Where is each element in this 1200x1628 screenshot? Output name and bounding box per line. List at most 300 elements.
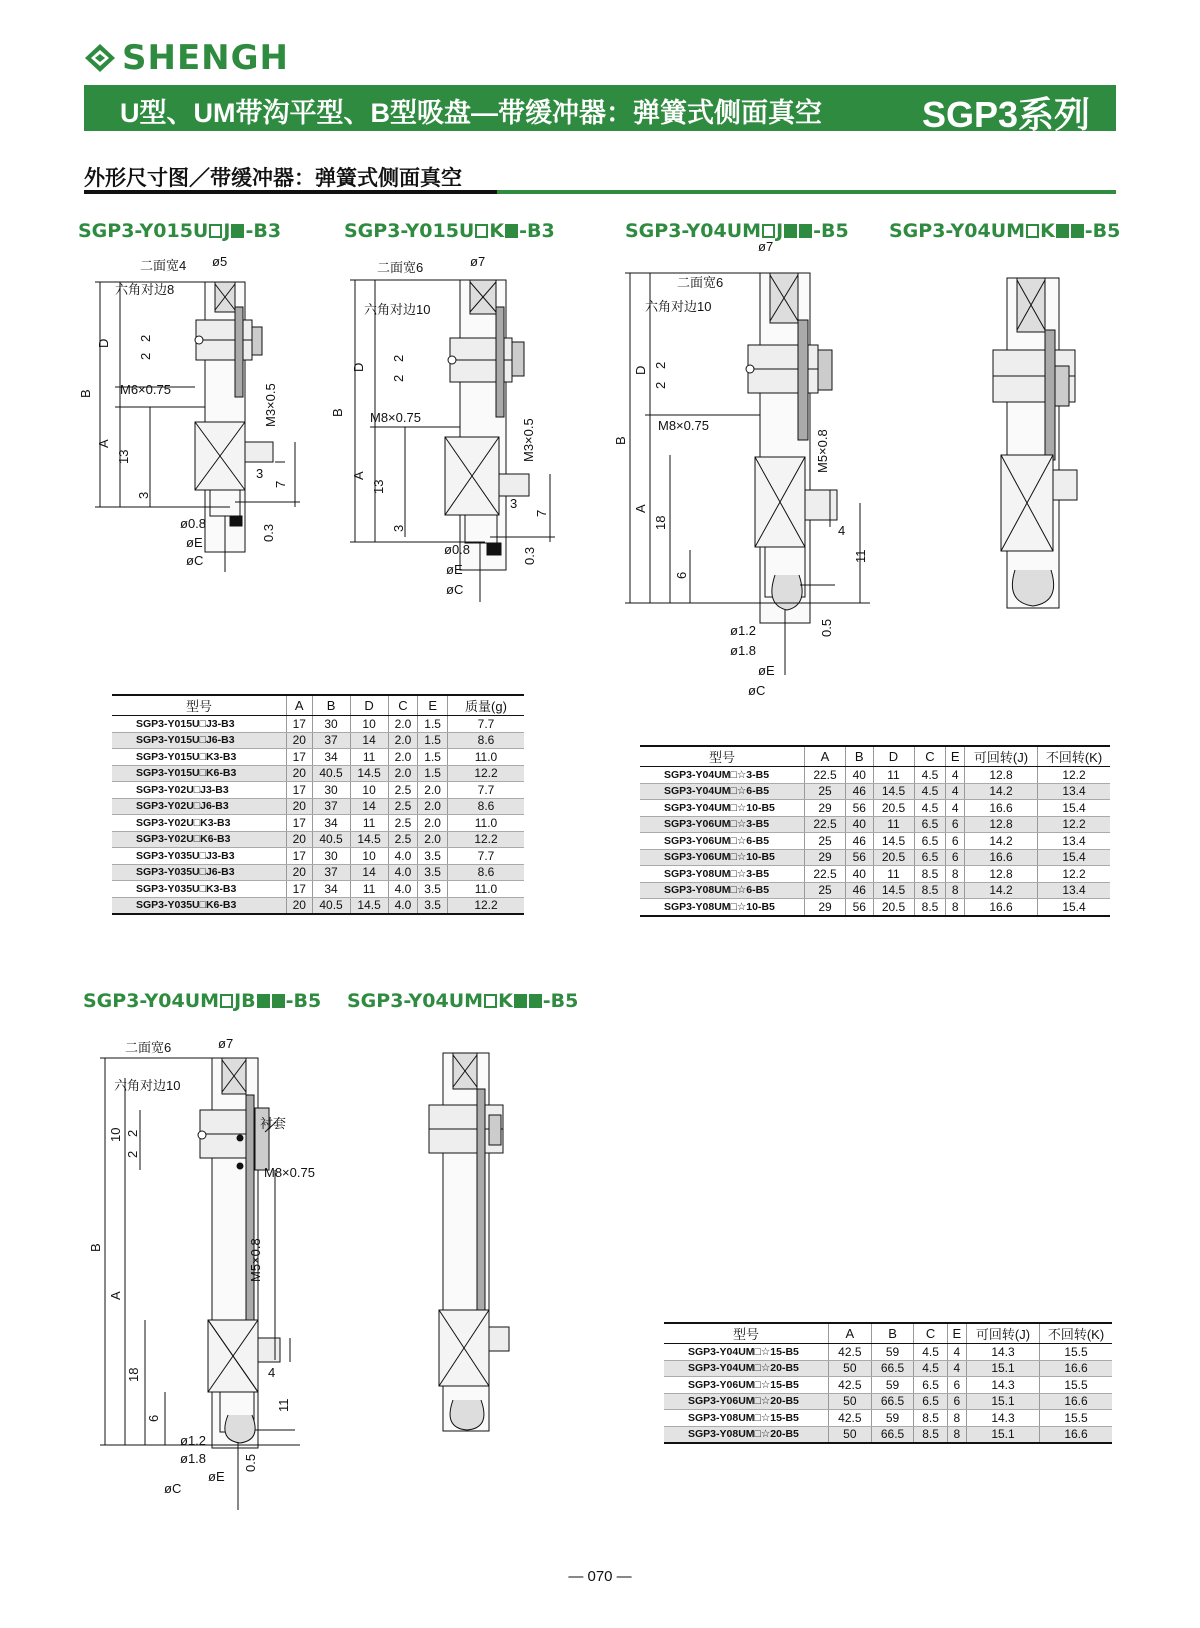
value-cell: 34 bbox=[312, 815, 350, 832]
value-cell: 15.5 bbox=[1040, 1410, 1113, 1427]
model-cell: SGP3-Y08UM□☆3-B5 bbox=[640, 866, 805, 883]
value-cell: 14.5 bbox=[350, 897, 388, 914]
d5-thread: M8×0.75 bbox=[264, 1165, 315, 1180]
d3-d05: 0.5 bbox=[819, 618, 834, 637]
value-cell: 37 bbox=[312, 798, 350, 815]
d5-C: øC bbox=[164, 1481, 182, 1496]
value-cell: 6 bbox=[947, 1393, 966, 1410]
value-cell: 30 bbox=[312, 716, 350, 733]
value-cell: 2.0 bbox=[418, 782, 448, 799]
value-cell: 14.3 bbox=[967, 1410, 1040, 1427]
value-cell: 30 bbox=[312, 782, 350, 799]
d2-hex: 六角对边10 bbox=[364, 302, 431, 317]
value-cell: 29 bbox=[805, 849, 846, 866]
value-cell: 10 bbox=[350, 848, 388, 865]
value-cell: 4.0 bbox=[388, 848, 418, 865]
value-cell: 6 bbox=[946, 849, 965, 866]
value-cell: 11.0 bbox=[448, 881, 525, 898]
value-cell: 14.5 bbox=[873, 833, 914, 850]
d1-E: øE bbox=[186, 535, 203, 550]
model-label-d6: SGP3-Y04UM K -B5 bbox=[347, 990, 579, 1012]
value-cell: 25 bbox=[805, 833, 846, 850]
value-cell: 42.5 bbox=[829, 1344, 872, 1361]
value-cell: 2.5 bbox=[388, 782, 418, 799]
spec-table-1 bbox=[112, 694, 524, 915]
value-cell: 37 bbox=[312, 732, 350, 749]
value-cell: 11.0 bbox=[448, 815, 525, 832]
model-cell: SGP3-Y08UM□☆20-B5 bbox=[664, 1426, 829, 1443]
value-cell: 6.5 bbox=[914, 849, 946, 866]
value-cell: 15.5 bbox=[1040, 1377, 1113, 1394]
value-cell: 4 bbox=[947, 1344, 966, 1361]
value-cell: 8.5 bbox=[914, 1410, 947, 1427]
d3-d4: 4 bbox=[838, 523, 846, 538]
value-cell: 66.5 bbox=[871, 1393, 914, 1410]
value-cell: 4 bbox=[946, 767, 965, 784]
value-cell: 15.4 bbox=[1038, 899, 1111, 916]
d2-d3b: 3 bbox=[510, 496, 518, 511]
model-cell: SGP3-Y015U□J6-B3 bbox=[112, 732, 287, 749]
value-cell: 40.5 bbox=[312, 897, 350, 914]
value-cell: 34 bbox=[312, 749, 350, 766]
d3-d18: 18 bbox=[653, 515, 668, 530]
value-cell: 66.5 bbox=[871, 1360, 914, 1377]
value-cell: 11 bbox=[873, 767, 914, 784]
table-row bbox=[664, 1360, 1112, 1377]
value-cell: 13.4 bbox=[1038, 833, 1111, 850]
model-cell: SGP3-Y015U□K3-B3 bbox=[112, 749, 287, 766]
model-cell: SGP3-Y08UM□☆10-B5 bbox=[640, 899, 805, 916]
d5-w2: 二面宽6 bbox=[125, 1040, 172, 1055]
d2-d7: 7 bbox=[534, 509, 549, 517]
value-cell: 14.5 bbox=[873, 783, 914, 800]
value-cell: 6.5 bbox=[914, 1377, 947, 1394]
value-cell: 34 bbox=[312, 881, 350, 898]
value-cell: 50 bbox=[829, 1360, 872, 1377]
value-cell: 2.5 bbox=[388, 798, 418, 815]
d1-dia-top: ø5 bbox=[212, 254, 228, 269]
d3-side-thread: M5×0.8 bbox=[815, 429, 830, 473]
d2-dia-top: ø7 bbox=[470, 254, 486, 269]
table-row bbox=[112, 716, 524, 733]
value-cell: 46 bbox=[846, 783, 874, 800]
model-cell: SGP3-Y02U□K3-B3 bbox=[112, 815, 287, 832]
model-cell: SGP3-Y02U□J6-B3 bbox=[112, 798, 287, 815]
value-cell: 8.5 bbox=[914, 882, 946, 899]
d1-d3b: 3 bbox=[256, 466, 264, 481]
value-cell: 8.6 bbox=[448, 732, 525, 749]
d1-w2: 二面宽4 bbox=[140, 258, 187, 273]
value-cell: 14.3 bbox=[967, 1344, 1040, 1361]
d5-d11: 11 bbox=[276, 1398, 291, 1412]
value-cell: 8 bbox=[946, 899, 965, 916]
value-cell: 15.1 bbox=[967, 1393, 1040, 1410]
t1-header: D bbox=[350, 695, 388, 716]
value-cell: 4.5 bbox=[914, 783, 946, 800]
d3-C: øC bbox=[748, 683, 766, 698]
value-cell: 40.5 bbox=[312, 765, 350, 782]
table-row bbox=[112, 897, 524, 914]
spec-table-3 bbox=[664, 1322, 1112, 1444]
t1-header: A bbox=[287, 695, 313, 716]
d5-hole2: ø1.8 bbox=[180, 1451, 207, 1466]
value-cell: 16.6 bbox=[1040, 1426, 1113, 1443]
t3-header: 型号 bbox=[664, 1323, 829, 1344]
value-cell: 4.5 bbox=[914, 767, 946, 784]
value-cell: 12.2 bbox=[1038, 816, 1111, 833]
model-cell: SGP3-Y015U□K6-B3 bbox=[112, 765, 287, 782]
value-cell: 56 bbox=[846, 800, 874, 817]
d3-B: B bbox=[613, 436, 628, 445]
d2-w2: 二面宽6 bbox=[377, 260, 424, 275]
d1-thread: M6×0.75 bbox=[120, 382, 171, 397]
d1-C: øC bbox=[186, 553, 204, 568]
model-cell: SGP3-Y035U□J6-B3 bbox=[112, 864, 287, 881]
d3-thread: M8×0.75 bbox=[658, 418, 709, 433]
model-cell: SGP3-Y06UM□☆20-B5 bbox=[664, 1393, 829, 1410]
value-cell: 40 bbox=[846, 866, 874, 883]
d2-d3: 3 bbox=[391, 524, 406, 532]
d1-d2b: 2 bbox=[138, 352, 153, 360]
t1-header: 质量(g) bbox=[448, 695, 525, 716]
t1-header: B bbox=[312, 695, 350, 716]
value-cell: 4 bbox=[947, 1360, 966, 1377]
value-cell: 8.6 bbox=[448, 798, 525, 815]
value-cell: 3.5 bbox=[418, 864, 448, 881]
d1-side-thread: M3×0.5 bbox=[263, 383, 278, 427]
value-cell: 6.5 bbox=[914, 816, 946, 833]
model-cell: SGP3-Y08UM□☆6-B5 bbox=[640, 882, 805, 899]
d2-d03: 0.3 bbox=[522, 546, 537, 565]
model-cell: SGP3-Y02U□J3-B3 bbox=[112, 782, 287, 799]
value-cell: 4.0 bbox=[388, 897, 418, 914]
d3-hole1: ø1.2 bbox=[730, 623, 757, 638]
value-cell: 14.2 bbox=[965, 882, 1038, 899]
d3-A: A bbox=[633, 504, 648, 513]
value-cell: 11 bbox=[350, 881, 388, 898]
t2-header: 型号 bbox=[640, 746, 805, 767]
value-cell: 2.0 bbox=[388, 749, 418, 766]
value-cell: 1.5 bbox=[418, 732, 448, 749]
value-cell: 8 bbox=[947, 1426, 966, 1443]
value-cell: 66.5 bbox=[871, 1426, 914, 1443]
table-row bbox=[112, 765, 524, 782]
t3-header: B bbox=[871, 1323, 914, 1344]
d1-d2a: 2 bbox=[138, 334, 153, 342]
d5-d10: 10 bbox=[108, 1127, 123, 1142]
value-cell: 6.5 bbox=[914, 833, 946, 850]
model-cell: SGP3-Y04UM□☆20-B5 bbox=[664, 1360, 829, 1377]
logo-diamond-icon bbox=[84, 43, 116, 73]
model-cell: SGP3-Y04UM□☆3-B5 bbox=[640, 767, 805, 784]
model-label-d1: SGP3-Y015U J -B3 bbox=[78, 220, 282, 242]
value-cell: 42.5 bbox=[829, 1410, 872, 1427]
d5-d18: 18 bbox=[126, 1367, 141, 1382]
d3-d2b: 2 bbox=[653, 381, 668, 389]
drawing-d4 bbox=[975, 270, 1095, 630]
d3-E: øE bbox=[758, 663, 775, 678]
value-cell: 20 bbox=[287, 765, 313, 782]
t2-header: E bbox=[946, 746, 965, 767]
value-cell: 6 bbox=[946, 816, 965, 833]
d2-thread: M8×0.75 bbox=[370, 410, 421, 425]
value-cell: 8.5 bbox=[914, 899, 946, 916]
t2-header: 不回转(K) bbox=[1038, 746, 1111, 767]
value-cell: 20 bbox=[287, 897, 313, 914]
value-cell: 59 bbox=[871, 1377, 914, 1394]
value-cell: 25 bbox=[805, 882, 846, 899]
d1-d7: 7 bbox=[273, 480, 288, 488]
model-cell: SGP3-Y015U□J3-B3 bbox=[112, 716, 287, 733]
drawing-d6 bbox=[415, 1045, 525, 1445]
model-label-d3: SGP3-Y04UM J -B5 bbox=[625, 220, 849, 242]
d2-E: øE bbox=[446, 562, 463, 577]
value-cell: 40.5 bbox=[312, 831, 350, 848]
value-cell: 1.5 bbox=[418, 716, 448, 733]
table-row bbox=[112, 881, 524, 898]
table-row bbox=[640, 833, 1110, 850]
value-cell: 17 bbox=[287, 782, 313, 799]
t1-header: 型号 bbox=[112, 695, 287, 716]
value-cell: 11 bbox=[350, 815, 388, 832]
d2-d13: 13 bbox=[371, 479, 386, 494]
d5-dia-top: ø7 bbox=[218, 1036, 234, 1051]
value-cell: 2.0 bbox=[418, 798, 448, 815]
drawing-d5 bbox=[80, 1020, 380, 1525]
value-cell: 46 bbox=[846, 882, 874, 899]
value-cell: 56 bbox=[846, 899, 874, 916]
table-row bbox=[112, 749, 524, 766]
value-cell: 56 bbox=[846, 849, 874, 866]
d2-hole: ø0.8 bbox=[444, 542, 471, 557]
title-banner bbox=[84, 85, 1116, 135]
value-cell: 2.0 bbox=[388, 765, 418, 782]
value-cell: 8.5 bbox=[914, 866, 946, 883]
t2-header: D bbox=[873, 746, 914, 767]
value-cell: 16.6 bbox=[1040, 1360, 1113, 1377]
value-cell: 20 bbox=[287, 732, 313, 749]
value-cell: 2.5 bbox=[388, 831, 418, 848]
table-row bbox=[112, 864, 524, 881]
value-cell: 11 bbox=[350, 749, 388, 766]
t3-header: 可回转(J) bbox=[967, 1323, 1040, 1344]
t3-header: E bbox=[947, 1323, 966, 1344]
drawing-d3 bbox=[613, 239, 890, 705]
value-cell: 3.5 bbox=[418, 897, 448, 914]
value-cell: 20.5 bbox=[873, 849, 914, 866]
value-cell: 7.7 bbox=[448, 848, 525, 865]
model-label-d4: SGP3-Y04UM K -B5 bbox=[889, 220, 1121, 242]
value-cell: 20 bbox=[287, 864, 313, 881]
value-cell: 10 bbox=[350, 782, 388, 799]
value-cell: 10 bbox=[350, 716, 388, 733]
value-cell: 11 bbox=[873, 866, 914, 883]
drawing-d1 bbox=[70, 252, 320, 592]
value-cell: 6.5 bbox=[914, 1393, 947, 1410]
value-cell: 37 bbox=[312, 864, 350, 881]
drawing-d2 bbox=[330, 252, 590, 622]
table-row bbox=[664, 1344, 1112, 1361]
d1-A: A bbox=[96, 439, 111, 448]
table-row bbox=[112, 732, 524, 749]
table-row bbox=[112, 831, 524, 848]
table-row bbox=[640, 866, 1110, 883]
value-cell: 4.0 bbox=[388, 864, 418, 881]
d5-d2b: 2 bbox=[125, 1150, 140, 1158]
d3-hex: 六角对边10 bbox=[645, 299, 712, 314]
d1-B: B bbox=[78, 389, 93, 398]
value-cell: 2.0 bbox=[388, 716, 418, 733]
table-row bbox=[664, 1426, 1112, 1443]
t1-header: C bbox=[388, 695, 418, 716]
table-row bbox=[640, 882, 1110, 899]
table-row bbox=[640, 800, 1110, 817]
value-cell: 15.5 bbox=[1040, 1344, 1113, 1361]
d5-hex: 六角对边10 bbox=[114, 1078, 181, 1093]
value-cell: 15.1 bbox=[967, 1360, 1040, 1377]
value-cell: 8 bbox=[946, 866, 965, 883]
d5-side-thread: M5×0.8 bbox=[248, 1238, 263, 1282]
d2-A: A bbox=[351, 471, 366, 480]
value-cell: 14.2 bbox=[965, 783, 1038, 800]
value-cell: 4.5 bbox=[914, 800, 946, 817]
t1-header: E bbox=[418, 695, 448, 716]
value-cell: 11 bbox=[873, 816, 914, 833]
value-cell: 50 bbox=[829, 1426, 872, 1443]
value-cell: 29 bbox=[805, 800, 846, 817]
d5-E: øE bbox=[208, 1469, 225, 1484]
value-cell: 2.0 bbox=[418, 831, 448, 848]
d5-bush: 衬套 bbox=[260, 1116, 287, 1131]
value-cell: 20 bbox=[287, 798, 313, 815]
table-row bbox=[664, 1377, 1112, 1394]
value-cell: 12.8 bbox=[965, 866, 1038, 883]
d5-d4: 4 bbox=[268, 1365, 276, 1380]
value-cell: 17 bbox=[287, 881, 313, 898]
value-cell: 14.5 bbox=[350, 765, 388, 782]
table-row bbox=[112, 848, 524, 865]
model-cell: SGP3-Y035U□K6-B3 bbox=[112, 897, 287, 914]
d3-d11: 11 bbox=[853, 549, 868, 563]
d2-C: øC bbox=[446, 582, 464, 597]
value-cell: 20.5 bbox=[873, 800, 914, 817]
value-cell: 50 bbox=[829, 1393, 872, 1410]
value-cell: 22.5 bbox=[805, 767, 846, 784]
d5-d05: 0.5 bbox=[243, 1453, 258, 1472]
value-cell: 3.5 bbox=[418, 848, 448, 865]
table-row bbox=[640, 783, 1110, 800]
t3-header: A bbox=[829, 1323, 872, 1344]
value-cell: 4.0 bbox=[388, 881, 418, 898]
value-cell: 14 bbox=[350, 798, 388, 815]
value-cell: 13.4 bbox=[1038, 783, 1111, 800]
d3-hole2: ø1.8 bbox=[730, 643, 757, 658]
value-cell: 16.6 bbox=[1040, 1393, 1113, 1410]
value-cell: 22.5 bbox=[805, 816, 846, 833]
table-row bbox=[664, 1393, 1112, 1410]
value-cell: 7.7 bbox=[448, 716, 525, 733]
t2-header: C bbox=[914, 746, 946, 767]
model-label-d2: SGP3-Y015U K -B3 bbox=[344, 220, 555, 242]
value-cell: 17 bbox=[287, 716, 313, 733]
value-cell: 4 bbox=[946, 800, 965, 817]
model-cell: SGP3-Y035U□K3-B3 bbox=[112, 881, 287, 898]
model-cell: SGP3-Y02U□K6-B3 bbox=[112, 831, 287, 848]
value-cell: 2.5 bbox=[388, 815, 418, 832]
value-cell: 6 bbox=[947, 1377, 966, 1394]
value-cell: 3.5 bbox=[418, 881, 448, 898]
value-cell: 2.0 bbox=[418, 815, 448, 832]
value-cell: 17 bbox=[287, 815, 313, 832]
table-row bbox=[640, 816, 1110, 833]
table-row bbox=[640, 767, 1110, 784]
value-cell: 40 bbox=[846, 767, 874, 784]
series-name: SGP3系列 bbox=[921, 94, 1090, 135]
value-cell: 16.6 bbox=[965, 899, 1038, 916]
model-cell: SGP3-Y06UM□☆6-B5 bbox=[640, 833, 805, 850]
d5-B: B bbox=[88, 1243, 103, 1252]
value-cell: 8 bbox=[946, 882, 965, 899]
table-row bbox=[664, 1410, 1112, 1427]
d5-A: A bbox=[108, 1291, 123, 1300]
d3-d2a: 2 bbox=[653, 361, 668, 369]
page-number: — 070 — bbox=[568, 1568, 632, 1585]
value-cell: 16.6 bbox=[965, 800, 1038, 817]
model-label-d5: SGP3-Y04UM JB -B5 bbox=[83, 990, 322, 1012]
value-cell: 14.5 bbox=[350, 831, 388, 848]
d1-hole: ø0.8 bbox=[180, 516, 207, 531]
value-cell: 14.2 bbox=[965, 833, 1038, 850]
value-cell: 8.5 bbox=[914, 1426, 947, 1443]
d5-d2a: 2 bbox=[125, 1129, 140, 1137]
logo-text: SHENGH bbox=[122, 38, 289, 78]
model-cell: SGP3-Y06UM□☆15-B5 bbox=[664, 1377, 829, 1394]
section-rule-accent bbox=[84, 190, 497, 194]
model-cell: SGP3-Y08UM□☆15-B5 bbox=[664, 1410, 829, 1427]
d1-d3: 3 bbox=[136, 491, 151, 499]
model-cell: SGP3-Y06UM□☆10-B5 bbox=[640, 849, 805, 866]
d1-D: D bbox=[96, 338, 111, 348]
spec-table-2 bbox=[640, 745, 1110, 917]
value-cell: 17 bbox=[287, 848, 313, 865]
d2-side-thread: M3×0.5 bbox=[521, 418, 536, 462]
t2-header: B bbox=[846, 746, 874, 767]
t2-header: 可回转(J) bbox=[965, 746, 1038, 767]
d1-d13: 13 bbox=[116, 449, 131, 464]
value-cell: 14 bbox=[350, 864, 388, 881]
table-row bbox=[640, 899, 1110, 916]
d1-hex: 六角对边8 bbox=[115, 282, 175, 297]
value-cell: 6 bbox=[946, 833, 965, 850]
value-cell: 20.5 bbox=[873, 899, 914, 916]
table-row bbox=[640, 849, 1110, 866]
value-cell: 7.7 bbox=[448, 782, 525, 799]
value-cell: 1.5 bbox=[418, 765, 448, 782]
value-cell: 12.8 bbox=[965, 767, 1038, 784]
value-cell: 15.4 bbox=[1038, 849, 1111, 866]
d2-d2a: 2 bbox=[391, 354, 406, 362]
d1-d03: 0.3 bbox=[261, 523, 276, 542]
value-cell: 16.6 bbox=[965, 849, 1038, 866]
value-cell: 4.5 bbox=[914, 1344, 947, 1361]
value-cell: 4 bbox=[946, 783, 965, 800]
value-cell: 46 bbox=[846, 833, 874, 850]
value-cell: 25 bbox=[805, 783, 846, 800]
d3-d6: 6 bbox=[674, 571, 689, 579]
value-cell: 2.0 bbox=[388, 732, 418, 749]
value-cell: 29 bbox=[805, 899, 846, 916]
t3-header: C bbox=[914, 1323, 947, 1344]
